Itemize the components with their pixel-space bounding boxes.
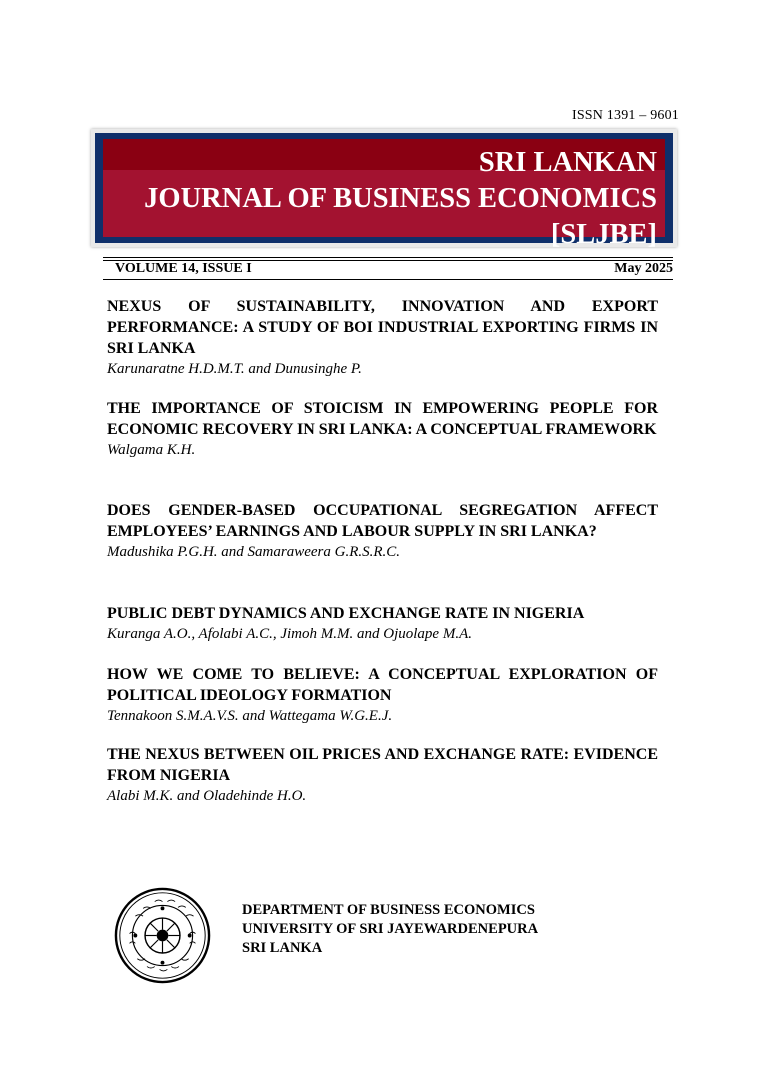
article-title: HOW WE COME TO BELIEVE: A CONCEPTUAL EXPLORATION OF POLITICAL IDEOLOGY FORMATION — [107, 666, 658, 704]
article-entry-3 — [107, 500, 658, 562]
issue-date: May 2025 — [614, 261, 673, 276]
journal-title-line1: SRI LANKAN — [478, 147, 657, 178]
journal-banner — [91, 129, 677, 250]
banner-frame — [95, 133, 673, 250]
publisher-address — [242, 901, 538, 958]
article-authors: Madushika P.G.H. and Samaraweera G.R.S.R.C. — [107, 544, 401, 560]
article-authors: Tennakoon S.M.A.V.S. and Wattegama W.G.E.J. — [107, 708, 393, 724]
article-title: THE NEXUS BETWEEN OIL PRICES AND EXCHANGE RATE: EVIDENCE FROM NIGERIA — [107, 746, 658, 784]
article-entry-6 — [107, 744, 658, 806]
university-name: UNIVERSITY OF SRI JAYEWARDENEPURA — [242, 921, 539, 937]
article-authors: Kuranga A.O., Afolabi A.C., Jimoh M.M. and Ojuolape M.A. — [107, 626, 472, 642]
article-entry-1 — [107, 296, 658, 379]
journal-title-line3: [SLJBE] — [550, 219, 657, 250]
article-entry-4 — [107, 603, 658, 644]
article-title: PUBLIC DEBT DYNAMICS AND EXCHANGE RATE IN NIGERIA — [107, 605, 585, 622]
article-authors: Karunaratne H.D.M.T. and Dunusinghe P. — [107, 361, 362, 377]
country-name: SRI LANKA — [242, 940, 323, 956]
department-name: DEPARTMENT OF BUSINESS ECONOMICS — [242, 902, 535, 918]
volume-issue: VOLUME 14, ISSUE I — [115, 261, 252, 276]
article-entry-5 — [107, 664, 658, 726]
article-authors: Walgama K.H. — [107, 442, 196, 458]
university-seal-icon — [114, 887, 211, 984]
article-title: NEXUS OF SUSTAINABILITY, INNOVATION AND EXPORT PERFORMANCE: A STUDY OF BOI INDUSTRIAL EXPORTING FIRMS IN SRI LANKA — [107, 298, 658, 357]
journal-title — [144, 145, 657, 253]
banner-fill — [103, 139, 665, 250]
article-authors: Alabi M.K. and Oladehinde H.O. — [107, 788, 307, 804]
article-entry-2 — [107, 398, 658, 460]
article-title: THE IMPORTANCE OF STOICISM IN EMPOWERING PEOPLE FOR ECONOMIC RECOVERY IN SRI LANKA: A CONCEPTUAL FRAMEWORK — [107, 400, 658, 438]
issue-bar — [103, 257, 673, 280]
journal-title-line2: JOURNAL OF BUSINESS ECONOMICS — [144, 183, 657, 214]
issn-number: ISSN 1391 – 9601 — [571, 108, 679, 123]
article-title: DOES GENDER-BASED OCCUPATIONAL SEGREGATION AFFECT EMPLOYEES’ EARNINGS AND LABOUR SUPPLY IN SRI LANKA? — [107, 502, 658, 540]
